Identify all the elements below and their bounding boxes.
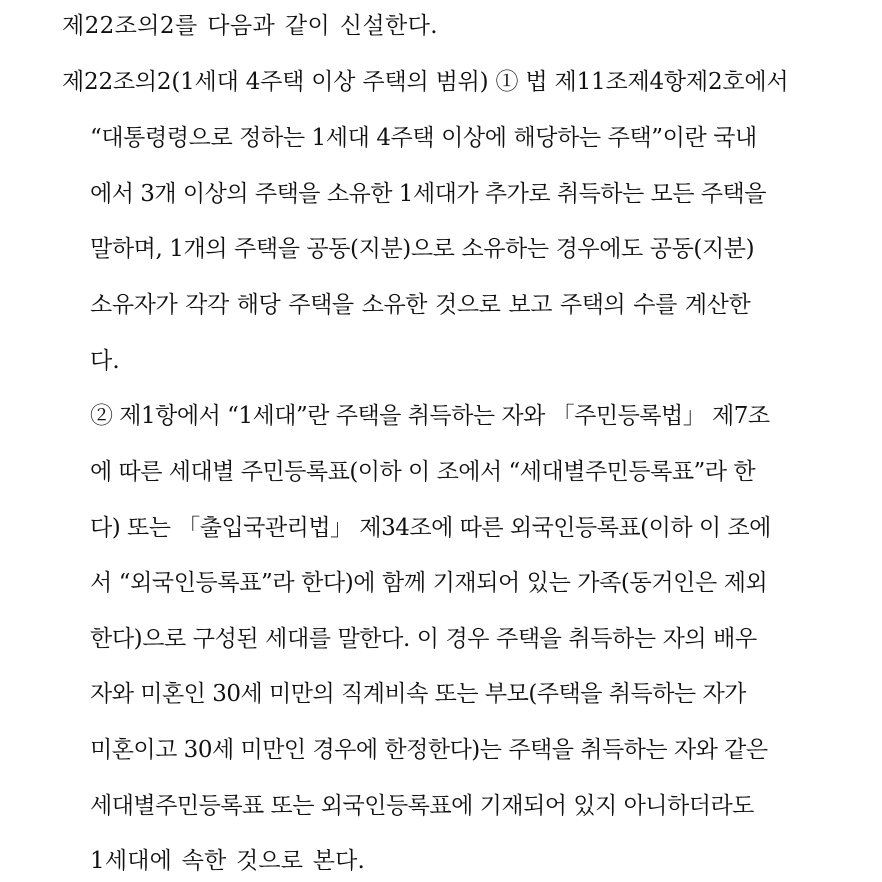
amendment-intro-line: 제22조의2를 다음과 같이 신설한다.: [62, 13, 438, 39]
text-line: “대통령령으로 정하는 1세대 4주택 이상에 해당하는 주택”이란 국내: [90, 125, 757, 151]
text-line: 에 따른 세대별 주민등록표(이하 이 조에서 “세대별주민등록표”라 한: [90, 459, 756, 485]
article-heading-line: 제22조의2(1세대 4주택 이상 주택의 범위) ① 법 제11조제4항제2호에서: [62, 69, 789, 95]
text-line: 다) 또는 「출입국관리법」 제34조에 따른 외국인등록표(이하 이 조에: [90, 515, 771, 541]
text-line: 다.: [90, 348, 120, 374]
paragraph-2-start-line: ② 제1항에서 “1세대”란 주택을 취득하는 자와 「주민등록법」 제7조: [90, 403, 770, 429]
text-line: 한다)으로 구성된 세대를 말한다. 이 경우 주택을 취득하는 자의 배우: [90, 626, 757, 652]
text-line: 말하며, 1개의 주택을 공동(지분)으로 소유하는 경우에도 공동(지분): [90, 236, 755, 262]
text-line: 세대별주민등록표 또는 외국인등록표에 기재되어 있지 아니하더라도: [90, 793, 754, 819]
text-line: 미혼이고 30세 미만인 경우에 한정한다)는 주택을 취득하는 자와 같은: [90, 737, 768, 763]
text-line: 서 “외국인등록표”라 한다)에 함께 기재되어 있는 가족(동거인은 제외: [90, 570, 768, 596]
text-line: 1세대에 속한 것으로 본다.: [90, 848, 366, 874]
text-line: 소유자가 각각 해당 주택을 소유한 것으로 보고 주택의 수를 계산한: [90, 292, 751, 318]
text-line: 자와 미혼인 30세 미만의 직계비속 또는 부모(주택을 취득하는 자가: [90, 681, 746, 707]
text-line: 에서 3개 이상의 주택을 소유한 1세대가 추가로 취득하는 모든 주택을: [90, 181, 766, 207]
